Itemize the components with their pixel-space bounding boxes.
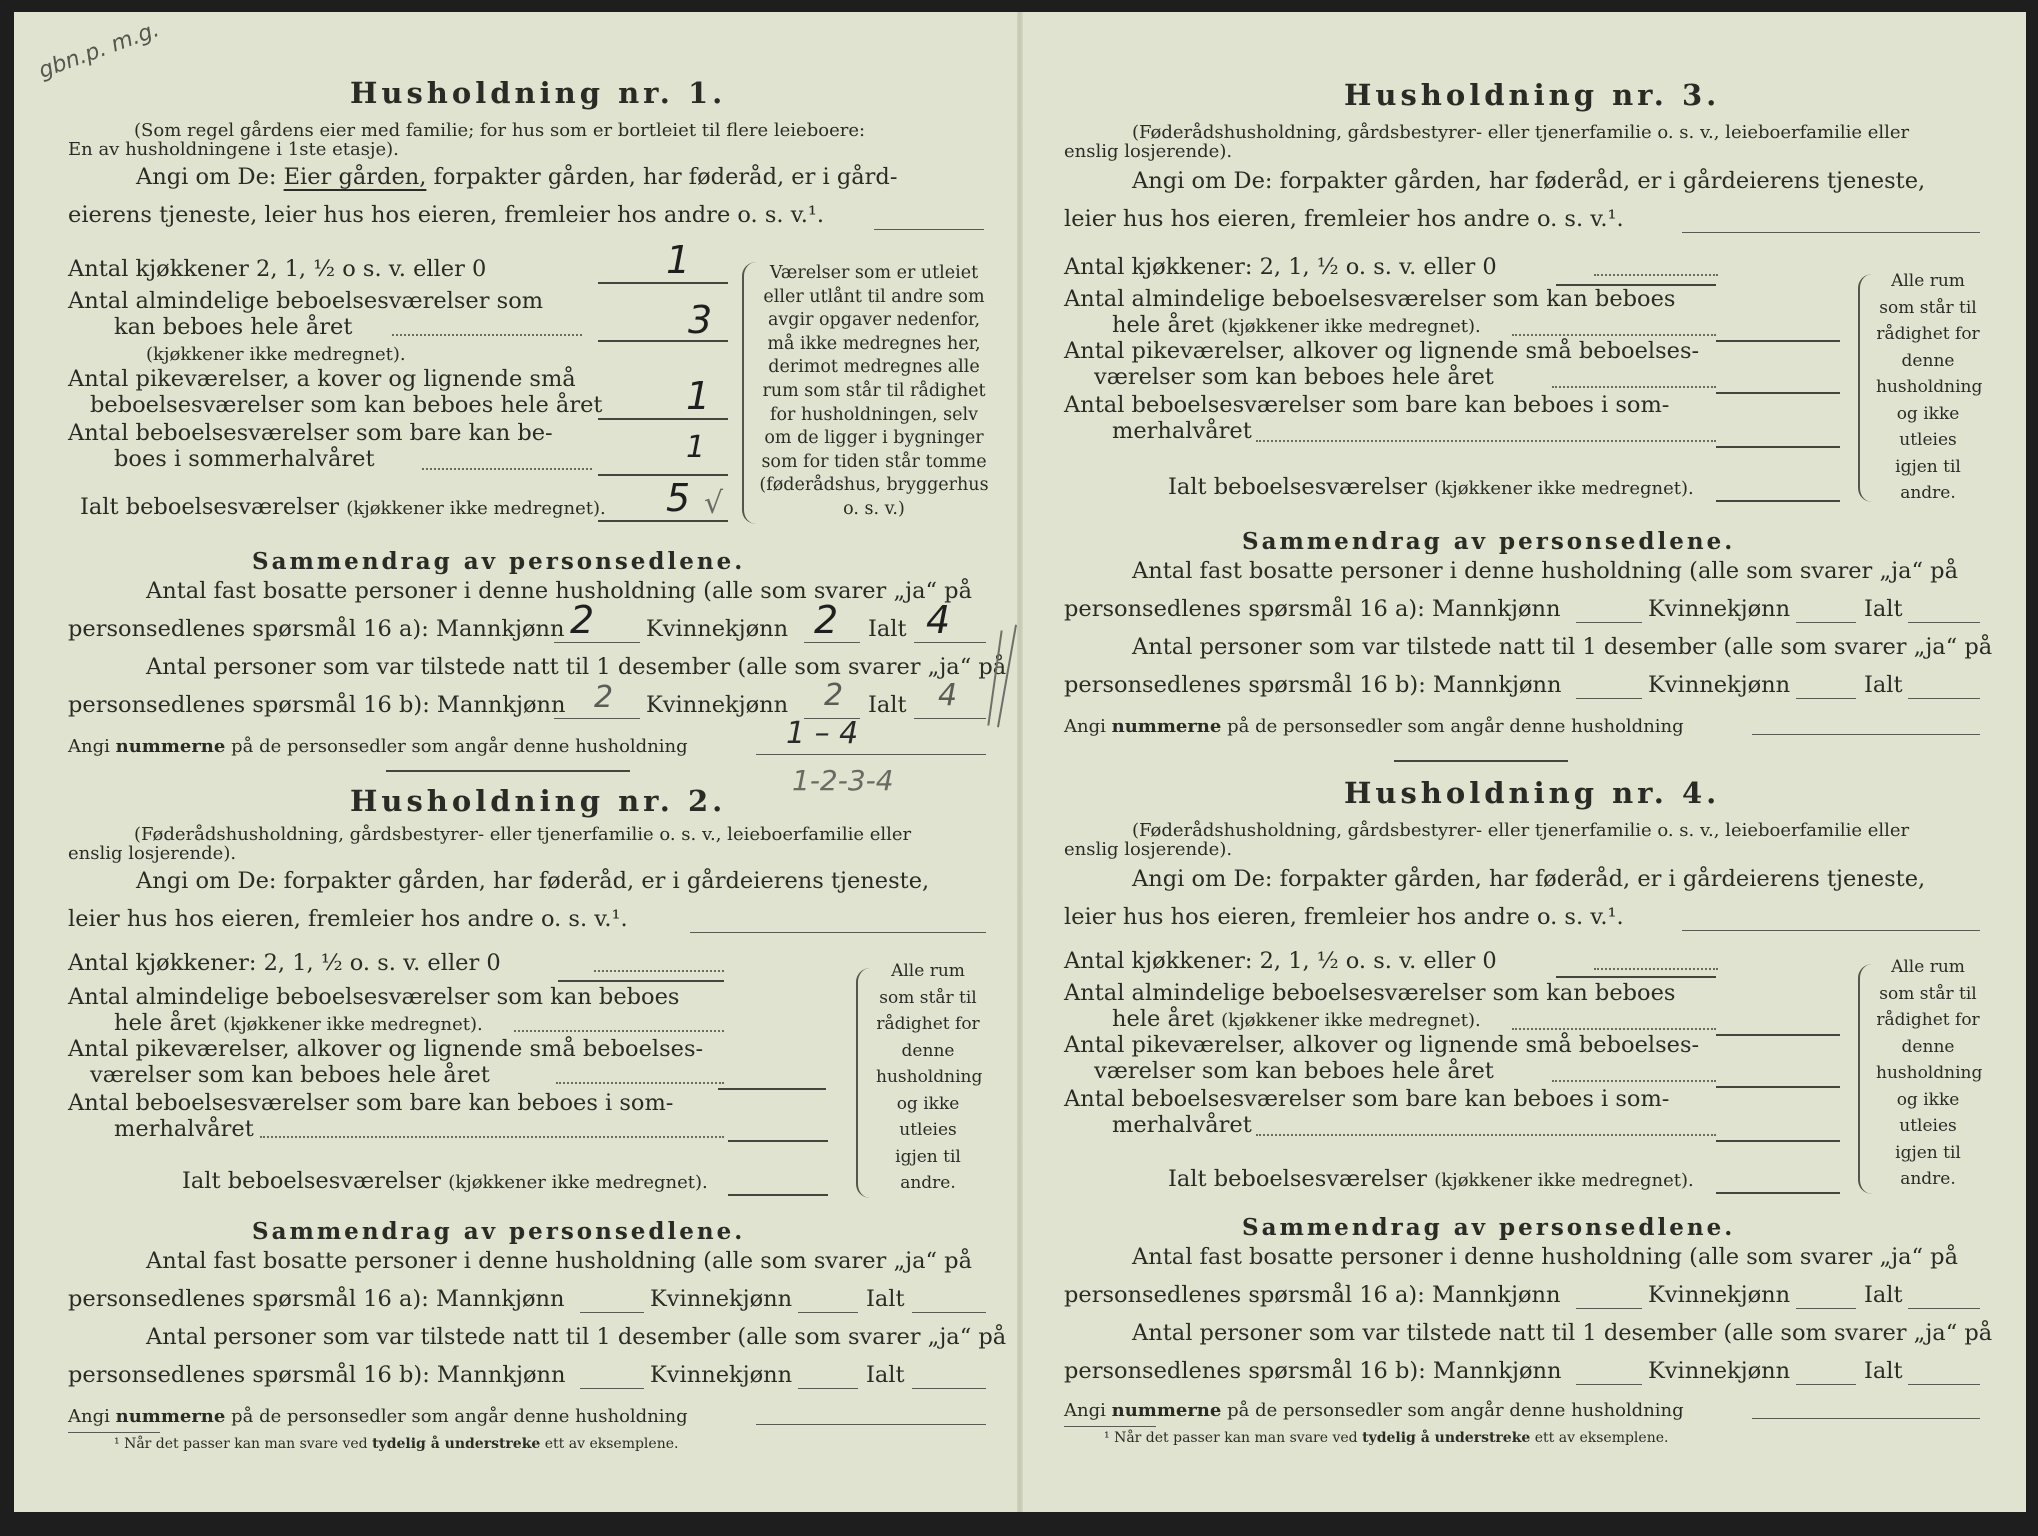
- hh1-nummer-pencil: 1-2-3-4: [792, 764, 894, 797]
- hh4-almind-top-line: [1556, 976, 1716, 978]
- hh1-almind-note: (kjøkkener ikke medregnet).: [146, 344, 406, 365]
- left-footnote-pre: ¹ Når det passer kan man svare ved: [114, 1436, 368, 1452]
- hh4-16a-l1: Antal fast bosatte personer i denne husholdning (alle som svarer „ja“ på: [1132, 1244, 1958, 1270]
- hh1-sommer-l2: boes i sommerhalvåret: [114, 446, 375, 472]
- hh1-sommer-dots: [422, 468, 592, 470]
- hh1-pike-l1: Antal pikeværelser, a kover og lignende små: [68, 366, 576, 392]
- hh4-sommer-dots: [1256, 1134, 1716, 1136]
- right-footnote-bold: tydelig å understreke: [1362, 1430, 1531, 1446]
- hh4-ialt-note: (kjøkkener ikke medregnet).: [1434, 1170, 1694, 1191]
- hh1-note-line1: (Som regel gårdens eier med familie; for hus som er bortleiet til flere leieboere:: [134, 120, 866, 141]
- hh3-16a-ialt-label: Ialt: [1864, 596, 1903, 622]
- hh3-sommer-l1: Antal beboelsesværelser som bare kan beboes i som-: [1064, 392, 1670, 418]
- hh3-almind-l1: Antal almindelige beboelsesværelser som kan beboes: [1064, 286, 1676, 312]
- left-footnote: [114, 1436, 678, 1452]
- hh1-angi-pre: Angi om De:: [136, 164, 277, 190]
- hh2-16b-ialt-line: [912, 1388, 986, 1389]
- hh3-ialt-label: Ialt beboelsesværelser: [1168, 474, 1428, 500]
- hh3-almind-l2: [1112, 312, 1481, 338]
- hh2-pike-l2: værelser som kan beboes hele året: [90, 1062, 490, 1088]
- hh1-nummer-bold: nummerne: [115, 736, 226, 757]
- hh4-sommer-line: [1716, 1140, 1840, 1142]
- hh1-16a-kvinne[interactable]: 2: [814, 598, 839, 642]
- hh3-16a-l2: personsedlenes spørsmål 16 a): Mannkjønn: [1064, 596, 1561, 622]
- hh1-16a-mann-line: [554, 642, 640, 643]
- hh4-almind-dots: [1512, 1028, 1716, 1030]
- hh2-16a-mann-line: [580, 1312, 644, 1313]
- hh4-ialt-underline: [1716, 1192, 1840, 1194]
- hh3-16a-l1: Antal fast bosatte personer i denne husholdning (alle som svarer „ja“ på: [1132, 558, 1958, 584]
- hh2-sommer-line: [728, 1140, 828, 1142]
- hh4-16b-mann-line: [1576, 1384, 1642, 1385]
- hh1-16a-ialt[interactable]: 4: [926, 598, 951, 642]
- hh2-title: Husholdning nr. 2.: [350, 784, 727, 818]
- hh1-pike-value[interactable]: 1: [686, 374, 711, 418]
- hh4-summary-title: Sammendrag av personsedlene.: [1242, 1214, 1736, 1241]
- hh2-ialt-label: Ialt beboelsesværelser: [182, 1168, 442, 1194]
- hh1-almind-dots: [392, 334, 582, 336]
- hh1-summary-title: Sammendrag av personsedlene.: [252, 548, 746, 575]
- hh3-hh4-divider: [1394, 760, 1568, 762]
- hh4-pike-l1: Antal pikeværelser, alkover og lignende små beboelses-: [1064, 1032, 1700, 1058]
- hh4-title: Husholdning nr. 4.: [1344, 776, 1721, 810]
- hh1-ialt-value[interactable]: 5: [666, 476, 691, 520]
- hh3-nummer-rest: på de personsedler som angår denne husholdning: [1227, 716, 1684, 737]
- hh2-pike-dots: [556, 1082, 724, 1084]
- hh1-16a-mann[interactable]: 2: [570, 598, 595, 642]
- hh1-ialt-check-mark: √: [704, 486, 724, 521]
- hh1-ialt-note: (kjøkkener ikke medregnet).: [346, 498, 606, 519]
- hh3-ialt-underline: [1716, 500, 1840, 502]
- hh1-16a-l1: Antal fast bosatte personer i denne husholdning (alle som svarer „ja“ på: [146, 578, 972, 604]
- hh2-pike-l1: Antal pikeværelser, alkover og lignende små beboelses-: [68, 1036, 704, 1062]
- hh4-nummer-bold: nummerne: [1111, 1400, 1222, 1421]
- hh4-16a-ialt-line: [1908, 1308, 1980, 1309]
- hh3-pike-l1: Antal pikeværelser, alkover og lignende små beboelses-: [1064, 338, 1700, 364]
- hh4-sommer-l1: Antal beboelsesværelser som bare kan beboes i som-: [1064, 1086, 1670, 1112]
- hh2-nummer-line: [68, 1406, 688, 1427]
- hh2-nummer-underline: [756, 1424, 986, 1425]
- hh1-sommer-value[interactable]: 1: [686, 430, 706, 465]
- hh4-note-l2: enslig losjerende).: [1064, 839, 1233, 860]
- hh2-sommer-l2: merhalvåret: [114, 1116, 254, 1142]
- hh3-16b-l2: personsedlenes spørsmål 16 b): Mannkjønn: [1064, 672, 1562, 698]
- hh2-summary-title: Sammendrag av personsedlene.: [252, 1218, 746, 1245]
- hh3-sommer-l2: merhalvåret: [1112, 418, 1252, 444]
- hh3-title: Husholdning nr. 3.: [1344, 78, 1721, 112]
- hh2-almind-dots: [514, 1030, 724, 1032]
- hh1-side-note: Værelser som er utleiet eller utlånt til andre som avgir opgaver nedenfor, må ikke medregnes her, derimot medregnes alle rum som står til rådighet for husholdningen, selv om de ligger i bygninger som for tiden står tomme (føderådshus, bryggerhus o. s. v.): [759, 263, 989, 519]
- hh2-ialt-underline: [728, 1194, 828, 1196]
- hh3-16b-ialt-label: Ialt: [1864, 672, 1903, 698]
- hh1-sommer-line: [598, 474, 728, 476]
- hh4-pike-dots: [1552, 1080, 1716, 1082]
- left-page: [14, 12, 1020, 1512]
- hh4-angi-line: [1682, 930, 1980, 931]
- hh1-kjokkener-value[interactable]: 1: [666, 238, 691, 282]
- hh1-kjokkener-line: [598, 282, 728, 284]
- hh1-16b-ialt[interactable]: 4: [938, 678, 958, 713]
- hh4-angi-l2: leier hus hos eieren, fremleier hos andre o. s. v.¹.: [1064, 904, 1624, 930]
- hh2-16b-ialt-label: Ialt: [866, 1362, 905, 1388]
- hh2-nummer-rest: på de personsedler som angår denne husholdning: [231, 1406, 688, 1427]
- hh3-16a-mann-line: [1576, 622, 1642, 623]
- hh1-angi-rest: forpakter gården, har føderåd, er i gård-: [433, 164, 898, 190]
- hh3-sommer-dots: [1256, 440, 1716, 442]
- hh2-16b-mann-line: [580, 1388, 644, 1389]
- hh3-16a-ialt-line: [1908, 622, 1980, 623]
- hh2-ialt-line: [182, 1168, 708, 1194]
- hh4-16a-mann-line: [1576, 1308, 1642, 1309]
- right-footnote: [1104, 1430, 1668, 1446]
- hh3-nummer-pre: Angi: [1064, 716, 1106, 737]
- hh2-brace: [856, 968, 872, 1198]
- hh3-16b-mann-line: [1576, 698, 1642, 699]
- hh3-16b-l1: Antal personer som var tilstede natt til 1 desember (alle som svarer „ja“ på: [1132, 634, 1993, 660]
- hh1-16b-l1: Antal personer som var tilstede natt til 1 desember (alle som svarer „ja“ på: [146, 654, 1007, 680]
- hh2-ialt-note: (kjøkkener ikke medregnet).: [448, 1172, 708, 1193]
- right-footnote-post: ett av eksemplene.: [1534, 1430, 1669, 1446]
- hh2-angi-l1: Angi om De: forpakter gården, har føderåd, er i gårdeierens tjeneste,: [136, 868, 930, 894]
- hh3-kjokkener-label: Antal kjøkkener: 2, 1, ½ o. s. v. eller 0: [1064, 254, 1497, 280]
- hh3-pike-dots: [1552, 386, 1716, 388]
- hh1-nummer-rest: på de personsedler som angår denne husholdning: [231, 736, 688, 757]
- hh1-angi-line: [874, 229, 984, 230]
- hh3-brace: [1858, 274, 1874, 502]
- hh3-note-l1: (Føderådshusholdning, gårdsbestyrer- eller tjenerfamilie o. s. v., leieboerfamilie eller: [1132, 122, 1910, 143]
- hh1-16a-kvinne-line: [804, 642, 860, 643]
- left-footnote-bold: tydelig å understreke: [372, 1436, 541, 1452]
- hh3-almind-line: [1716, 340, 1840, 342]
- hh3-16a-kvinne-line: [1796, 622, 1856, 623]
- margin-note: gbn.p. m.g.: [35, 17, 163, 84]
- hh4-almind-l2: [1112, 1006, 1481, 1032]
- hh1-16a-kvinne-label: Kvinnekjønn: [646, 616, 789, 642]
- hh3-summary-title: Sammendrag av personsedlene.: [1242, 528, 1736, 555]
- hh4-almind-line: [1716, 1034, 1840, 1036]
- hh4-nummer-pre: Angi: [1064, 1400, 1106, 1421]
- hh1-hh2-divider: [386, 770, 630, 772]
- hh4-kjokkener-label: Antal kjøkkener: 2, 1, ½ o. s. v. eller 0: [1064, 948, 1497, 974]
- hh3-sommer-line: [1716, 446, 1840, 448]
- hh3-almind-l2b: (kjøkkener ikke medregnet).: [1221, 316, 1481, 337]
- hh4-brace: [1858, 964, 1874, 1194]
- hh2-pike-line: [718, 1088, 826, 1090]
- hh2-nummer-bold: nummerne: [115, 1406, 226, 1427]
- hh3-16b-kvinne-label: Kvinnekjønn: [1648, 672, 1791, 698]
- hh1-almind-l1: Antal almindelige beboelsesværelser som: [68, 288, 544, 314]
- hh1-angi-eier-underlined: Eier gården,: [283, 164, 427, 190]
- hh4-nummer-line: [1064, 1400, 1684, 1421]
- hh3-nummer-line: [1064, 716, 1684, 737]
- hh1-16a-l2: [68, 616, 565, 642]
- hh1-16b-mann[interactable]: 2: [594, 680, 614, 715]
- hh2-angi-line: [690, 932, 986, 933]
- hh2-note-l1: (Føderådshusholdning, gårdsbestyrer- eller tjenerfamilie o. s. v., leieboerfamilie eller: [134, 824, 912, 845]
- hh4-ialt-label: Ialt beboelsesværelser: [1168, 1166, 1428, 1192]
- hh2-note-l2: enslig losjerende).: [68, 843, 237, 864]
- hh4-16b-l1: Antal personer som var tilstede natt til 1 desember (alle som svarer „ja“ på: [1132, 1320, 1993, 1346]
- right-page: [1020, 12, 2026, 1512]
- hh2-16b-kvinne-label: Kvinnekjønn: [650, 1362, 793, 1388]
- hh1-ialt-line: [80, 494, 606, 520]
- hh2-almind-l2a: hele året: [114, 1010, 216, 1036]
- hh3-angi-l1: Angi om De: forpakter gården, har føderåd, er i gårdeierens tjeneste,: [1132, 168, 1926, 194]
- hh2-sommer-dots: [260, 1136, 724, 1138]
- hh4-almind-l1: Antal almindelige beboelsesværelser som kan beboes: [1064, 980, 1676, 1006]
- hh1-16a-pre: personsedlenes spørsmål 16 a): Mannkjønn: [68, 616, 565, 642]
- hh3-side-note: Alle rum som står til rådighet for denne husholdning og ikke utleies igjen til andre.: [1876, 271, 1983, 503]
- hh4-sommer-l2: merhalvåret: [1112, 1112, 1252, 1138]
- hh4-16b-l2: personsedlenes spørsmål 16 b): Mannkjønn: [1064, 1358, 1562, 1384]
- hh1-angi-line1: [136, 164, 897, 190]
- hh1-almind-value[interactable]: 3: [688, 298, 713, 342]
- hh3-angi-l2: leier hus hos eieren, fremleier hos andre o. s. v.¹.: [1064, 206, 1624, 232]
- hh2-16b-l2: personsedlenes spørsmål 16 b): Mannkjønn: [68, 1362, 566, 1388]
- hh2-16a-l1: Antal fast bosatte personer i denne husholdning (alle som svarer „ja“ på: [146, 1248, 972, 1274]
- hh4-16a-ialt-label: Ialt: [1864, 1282, 1903, 1308]
- hh3-pike-line: [1716, 392, 1840, 394]
- hh1-16a-ialt-label: Ialt: [868, 616, 907, 642]
- hh3-note-l2: enslig losjerende).: [1064, 141, 1233, 162]
- hh1-angi-line2: eierens tjeneste, leier hus hos eieren, fremleier hos andre o. s. v.¹.: [68, 202, 825, 228]
- right-footnote-rule: [1064, 1426, 1156, 1427]
- hh2-almind-top-line: [558, 980, 724, 982]
- hh2-16a-kvinne-label: Kvinnekjønn: [650, 1286, 793, 1312]
- hh1-pike-l2: beboelsesværelser som kan beboes hele året: [90, 392, 603, 418]
- hh3-16b-ialt-line: [1908, 698, 1980, 699]
- hh4-16b-ialt-label: Ialt: [1864, 1358, 1903, 1384]
- hh4-kjokkener-dots: [1594, 968, 1718, 970]
- hh3-16b-kvinne-line: [1796, 698, 1856, 699]
- hh1-16b-ialt-label: Ialt: [868, 692, 907, 718]
- hh1-nummer-value[interactable]: 1 – 4: [786, 716, 859, 751]
- hh4-16a-l2: personsedlenes spørsmål 16 a): Mannkjønn: [1064, 1282, 1561, 1308]
- hh4-ialt-line: [1168, 1166, 1694, 1192]
- hh4-almind-l2a: hele året: [1112, 1006, 1214, 1032]
- hh4-16a-kvinne-line: [1796, 1308, 1856, 1309]
- hh2-16b-l1: Antal personer som var tilstede natt til 1 desember (alle som svarer „ja“ på: [146, 1324, 1007, 1350]
- hh3-ialt-note: (kjøkkener ikke medregnet).: [1434, 478, 1694, 499]
- hh1-note-line2: En av husholdningene i 1ste etasje).: [68, 139, 399, 160]
- hh1-16b-mann-line: [554, 718, 640, 719]
- hh4-pike-line: [1716, 1086, 1840, 1088]
- hh2-kjokkener-dots: [594, 970, 724, 972]
- right-footnote-pre: ¹ Når det passer kan man svare ved: [1104, 1430, 1358, 1446]
- hh1-nummer-line: [68, 736, 688, 757]
- hh4-almind-l2b: (kjøkkener ikke medregnet).: [1221, 1010, 1481, 1031]
- hh4-16b-kvinne-line: [1796, 1384, 1856, 1385]
- hh1-almind-l2: kan beboes hele året: [114, 314, 353, 340]
- left-footnote-rule: [68, 1432, 160, 1433]
- hh1-16b-ialt-line: [914, 718, 986, 719]
- hh3-nummer-underline: [1752, 734, 1980, 735]
- hh1-pike-line: [598, 418, 728, 420]
- hh2-16a-ialt-label: Ialt: [866, 1286, 905, 1312]
- hh1-title: Husholdning nr. 1.: [350, 76, 727, 110]
- hh2-almind-l2: [114, 1010, 483, 1036]
- hh4-16b-kvinne-label: Kvinnekjønn: [1648, 1358, 1791, 1384]
- hh4-16a-kvinne-label: Kvinnekjønn: [1648, 1282, 1791, 1308]
- hh2-kjokkener-label: Antal kjøkkener: 2, 1, ½ o. s. v. eller 0: [68, 950, 501, 976]
- hh4-pike-l2: værelser som kan beboes hele året: [1094, 1058, 1494, 1084]
- hh2-side-note: Alle rum som står til rådighet for denne husholdning og ikke utleies igjen til andre.: [876, 961, 983, 1193]
- hh3-pike-l2: værelser som kan beboes hele året: [1094, 364, 1494, 390]
- hh4-nummer-underline: [1752, 1418, 1980, 1419]
- hh1-16b-l2: [68, 692, 566, 718]
- hh4-note-l1: (Føderådshusholdning, gårdsbestyrer- eller tjenerfamilie o. s. v., leieboerfamilie eller: [1132, 820, 1910, 841]
- hh1-16b-kvinne-label: Kvinnekjønn: [646, 692, 789, 718]
- hh2-angi-l2: leier hus hos eieren, fremleier hos andre o. s. v.¹.: [68, 906, 628, 932]
- hh4-angi-l1: Angi om De: forpakter gården, har føderåd, er i gårdeierens tjeneste,: [1132, 866, 1926, 892]
- hh2-16a-l2: personsedlenes spørsmål 16 a): Mannkjønn: [68, 1286, 565, 1312]
- hh2-16a-ialt-line: [912, 1312, 986, 1313]
- hh1-sommer-l1: Antal beboelsesværelser som bare kan be-: [68, 420, 553, 446]
- hh2-almind-l1: Antal almindelige beboelsesværelser som kan beboes: [68, 984, 680, 1010]
- hh3-almind-dots: [1512, 334, 1716, 336]
- hh2-nummer-pre: Angi: [68, 1406, 110, 1427]
- hh3-nummer-bold: nummerne: [1111, 716, 1222, 737]
- hh3-almind-l2a: hele året: [1112, 312, 1214, 338]
- hh1-kjokkener-label: Antal kjøkkener 2, 1, ½ o s. v. eller 0: [68, 256, 487, 282]
- hh2-16a-kvinne-line: [798, 1312, 858, 1313]
- hh3-ialt-line: [1168, 474, 1694, 500]
- hh1-16b-kvinne[interactable]: 2: [824, 678, 844, 713]
- left-footnote-post: ett av eksemplene.: [544, 1436, 679, 1452]
- hh1-nummer-underline: [756, 754, 986, 755]
- hh4-16b-ialt-line: [1908, 1384, 1980, 1385]
- hh2-16b-kvinne-line: [798, 1388, 858, 1389]
- hh1-16b-pre: personsedlenes spørsmål 16 b): Mannkjønn: [68, 692, 566, 718]
- census-sheet: [14, 12, 2026, 1512]
- hh1-16a-ialt-line: [914, 642, 986, 643]
- hh4-side-note: Alle rum som står til rådighet for denne husholdning og ikke utleies igjen til andre.: [1876, 957, 1983, 1189]
- hh4-nummer-rest: på de personsedler som angår denne husholdning: [1227, 1400, 1684, 1421]
- hh2-sommer-l1: Antal beboelsesværelser som bare kan beboes i som-: [68, 1090, 674, 1116]
- hh3-kjokkener-dots: [1594, 274, 1718, 276]
- hh1-ialt-label: Ialt beboelsesværelser: [80, 494, 340, 520]
- hh3-angi-line: [1682, 232, 1980, 233]
- hh3-16a-kvinne-label: Kvinnekjønn: [1648, 596, 1791, 622]
- hh2-almind-l2b: (kjøkkener ikke medregnet).: [223, 1014, 483, 1035]
- hh1-nummer-pre: Angi: [68, 736, 110, 757]
